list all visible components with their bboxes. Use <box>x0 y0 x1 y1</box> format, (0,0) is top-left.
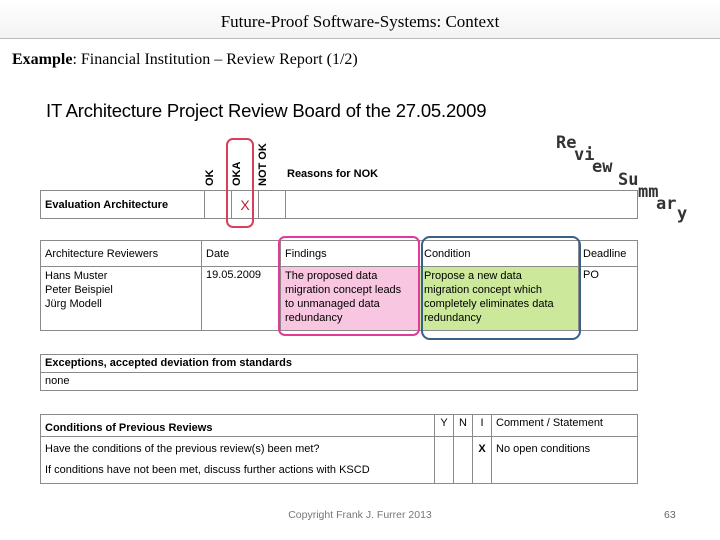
n-cell <box>454 437 473 484</box>
deadline-cell: PO <box>579 267 638 331</box>
comment-cell: No open conditions <box>492 437 638 484</box>
previous-reviews-table <box>40 414 638 484</box>
reviewer-name: Hans Muster <box>45 270 108 282</box>
stamp-part: Re <box>556 133 577 153</box>
exceptions-value: none <box>41 373 638 391</box>
reviewers-cell <box>41 267 202 331</box>
condition-highlight <box>421 236 581 340</box>
copyright-footer: Copyright Frank J. Furrer 2013 <box>288 509 432 521</box>
question-not-met: If conditions have not been met, discuss further actions with KSCD <box>45 464 370 476</box>
y-cell <box>435 437 454 484</box>
eval-notok-cell <box>259 191 286 219</box>
eval-oka-cell: X <box>232 191 259 219</box>
col-i-header: I <box>473 415 492 437</box>
exceptions-header: Exceptions, accepted deviation from standards <box>41 355 638 373</box>
header-reviewers: Architecture Reviewers <box>41 241 202 267</box>
stamp-part: vi <box>574 145 595 165</box>
condition-line: migration concept which <box>424 284 543 296</box>
col-notok-header: NOT OK <box>257 143 269 186</box>
findings-line: to unmanaged data <box>285 298 380 310</box>
stamp-part: ew <box>592 157 613 177</box>
condition-line: Propose a new data <box>424 270 522 282</box>
condition-line: redundancy <box>424 312 482 324</box>
stamp-part: Su <box>618 170 639 190</box>
evaluation-row-label: Evaluation Architecture <box>41 191 205 219</box>
header-date: Date <box>202 241 281 267</box>
eval-reasons-cell <box>286 191 638 219</box>
col-n-header: N <box>454 415 473 437</box>
reasons-header: Reasons for NOK <box>287 168 379 180</box>
slide-subtitle <box>12 51 358 69</box>
i-cell: X <box>473 437 492 484</box>
document-title: IT Architecture Project Review Board of the 27.05.2009 <box>46 100 487 121</box>
oka-highlight <box>226 138 254 228</box>
findings-line: migration concept leads <box>285 284 402 296</box>
findings-highlight <box>278 236 420 336</box>
header-deadline: Deadline <box>579 241 638 267</box>
example-label: Example <box>12 51 73 68</box>
col-oka-header: OKA <box>231 161 243 186</box>
col-comment-header: Comment / Statement <box>492 415 638 437</box>
page-number: 63 <box>664 509 676 521</box>
slide-title: Future-Proof Software-Systems: Context <box>220 12 500 31</box>
stamp-part: mm <box>638 182 659 202</box>
findings-line: redundancy <box>285 312 343 324</box>
question-met: Have the conditions of the previous review(s) been met? <box>45 443 320 455</box>
example-text: : Financial Institution – Review Report (1/2) <box>72 51 358 68</box>
stamp-part: y <box>677 204 688 224</box>
reviewer-name: Jürg Modell <box>45 298 102 310</box>
stamp-part: ar <box>656 194 677 214</box>
condition-line: completely eliminates data <box>424 298 554 310</box>
col-y-header: Y <box>435 415 454 437</box>
review-date: 19.05.2009 <box>202 267 281 331</box>
reviewer-name: Peter Beispiel <box>45 284 113 296</box>
evaluation-table <box>40 190 638 219</box>
header-condition: Condition <box>420 241 579 267</box>
previous-header: Conditions of Previous Reviews <box>41 415 435 437</box>
exceptions-table <box>40 354 638 391</box>
header-findings: Findings <box>281 241 420 267</box>
findings-line: The proposed data <box>285 270 378 282</box>
previous-questions-cell <box>41 437 435 484</box>
col-ok-header: OK <box>204 169 216 186</box>
